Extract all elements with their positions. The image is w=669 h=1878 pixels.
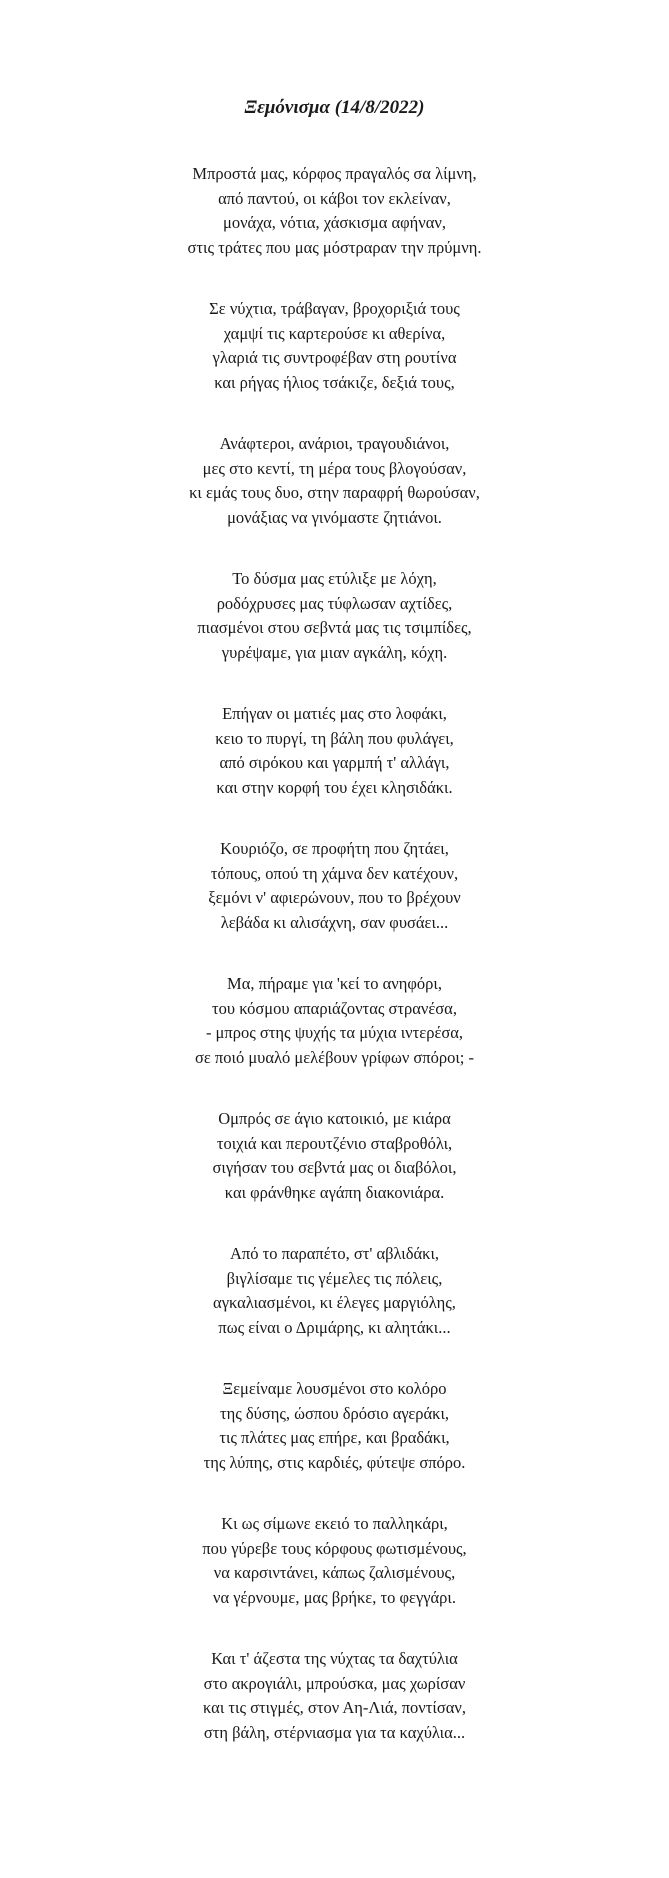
poem-line: και φράνθηκε αγάπη διακονιάρα.: [224, 1182, 445, 1202]
poem-line: στη βάλη, στέρνιασμα για τα καχύλια...: [203, 1722, 466, 1742]
poem-line: κειο το πυργί, τη βάλη που φυλάγει,: [215, 728, 454, 748]
stanza: [0, 1512, 669, 1610]
poem-line: της δύσης, ώσπου δρόσιο αγεράκι,: [219, 1403, 450, 1423]
poem-line: σιγήσαν του σεβντά μας οι διαβόλοι,: [212, 1158, 457, 1177]
poem-line: από παντού, οι κάβοι τον εκλείναν,: [218, 188, 451, 208]
poem-line: λεβάδα κι αλισάχνη, σαν φυσάει...: [220, 912, 449, 932]
poem-line: που γύρεβε τους κόρφους φωτισμένους,: [202, 1538, 467, 1558]
poem-line: Και τ' άζεστα της νύχτας τα δαχτύλια: [211, 1649, 458, 1668]
poem-line: του κόσμου απαριάζοντας στρανέσα,: [212, 998, 457, 1018]
poem-line: κι εμάς τους δυο, στην παραφρή θωρούσαν,: [189, 483, 480, 502]
stanza: [0, 432, 669, 530]
poem-line: Επήγαν οι ματιές μας στο λοφάκι,: [222, 704, 447, 723]
poem-line: - μπρος στης ψυχής τα μύχια ιντερέσα,: [205, 1023, 464, 1042]
poem-line: στο ακρογιάλι, μπρούσκα, μας χωρίσαν: [203, 1673, 466, 1693]
stanza: [0, 972, 669, 1070]
stanza: [0, 837, 669, 935]
poem-line: μονάξιας να γινόμαστε ζητιάνοι.: [227, 507, 442, 527]
poem-line: γυρέψαμε, για μιαν αγκάλη, κόχη.: [221, 642, 448, 662]
stanza: [0, 702, 669, 800]
poem-line: χαμψί τις καρτερούσε κι αθερίνα,: [223, 323, 446, 343]
poem-line: Από το παραπέτο, στ' αβλιδάκι,: [229, 1244, 440, 1263]
poem-line: μονάχα, νότια, χάσκισμα αφήναν,: [223, 213, 446, 232]
poem-body: [0, 162, 669, 1745]
poem-title: Ξεμόνισμα (14/8/2022): [244, 97, 425, 118]
stanza: [0, 1242, 669, 1340]
poem-line: αγκαλιασμένοι, κι έλεγες μαργιόλης,: [213, 1293, 456, 1312]
stanza: [0, 1377, 669, 1475]
poem-line: βιγλίσαμε τις γέμελες τις πόλεις,: [226, 1268, 443, 1288]
poem-line: ξεμόνι ν' αφιερώνουν, που το βρέχουν: [208, 888, 461, 907]
poem-line: μες στο κεντί, τη μέρα τους βλογούσαν,: [202, 458, 467, 478]
stanza: [0, 1107, 669, 1205]
poem-line: σε ποιό μυαλό μελέβουν γρίφων σπόροι; -: [194, 1047, 475, 1067]
poem-line: στις τράτες που μας μόστραραν την πρύμνη.: [187, 237, 482, 257]
poem-line: Μπροστά μας, κόρφος πραγαλός σα λίμνη,: [192, 164, 477, 183]
stanza: [0, 297, 669, 395]
poem-line: Σε νύχτια, τράβαγαν, βροχοριξιά τους: [209, 299, 460, 318]
poem-line: Κουριόζο, σε προφήτη που ζητάει,: [220, 839, 449, 858]
poem-line: Ομπρός σε άγιο κατοικιό, με κιάρα: [218, 1109, 451, 1128]
poem-line: πως είναι ο Δριμάρης, κι αλητάκι...: [218, 1317, 451, 1337]
poem-line: ροδόχρυσες μας τύφλωσαν αχτίδες,: [216, 593, 453, 613]
poem-line: της λύπης, στις καρδιές, φύτεψε σπόρο.: [203, 1452, 466, 1472]
stanza: [0, 1647, 669, 1745]
stanza: [0, 567, 669, 665]
poem-line: και ρήγας ήλιος τσάκιζε, δεξιά τους,: [214, 372, 455, 392]
poem-line: γλαριά τις συντροφέβαν στη ρουτίνα: [212, 348, 457, 367]
poem-line: Κι ως σίμωνε εκειό το παλληκάρι,: [221, 1514, 448, 1533]
poem-line: και τις στιγμές, στον Αη-Λιά, ποντίσαν,: [203, 1698, 466, 1717]
poem-line: να γέρνουμε, μας βρήκε, το φεγγάρι.: [213, 1587, 456, 1607]
poem-line: Ξεμείναμε λουσμένοι στο κολόρο: [222, 1379, 447, 1398]
poem-line: πιασμένοι στου σεβντά μας τις τσιμπίδες,: [197, 618, 472, 637]
poem-line: Το δύσμα μας ετύλιξε με λόχη,: [232, 569, 437, 588]
poem-line: Μα, πήραμε για 'κεί το ανηφόρι,: [227, 974, 442, 993]
stanza: [0, 162, 669, 260]
poem-line: να καρσιντάνει, κάπως ζαλισμένους,: [213, 1563, 456, 1582]
poem-line: τοιχιά και περουτζένιο σταβροθόλι,: [216, 1133, 453, 1153]
poem-line: τις πλάτες μας επήρε, και βραδάκι,: [219, 1428, 450, 1447]
poem-line: και στην κορφή του έχει κλησιδάκι.: [216, 777, 453, 797]
poem-line: Ανάφτεροι, ανάριοι, τραγουδιάνοι,: [219, 434, 450, 453]
poem-line: από σιρόκου και γαρμπή τ' αλλάγι,: [219, 753, 450, 772]
poem-line: τόπους, οπού τη χάμνα δεν κατέχουν,: [210, 863, 459, 883]
